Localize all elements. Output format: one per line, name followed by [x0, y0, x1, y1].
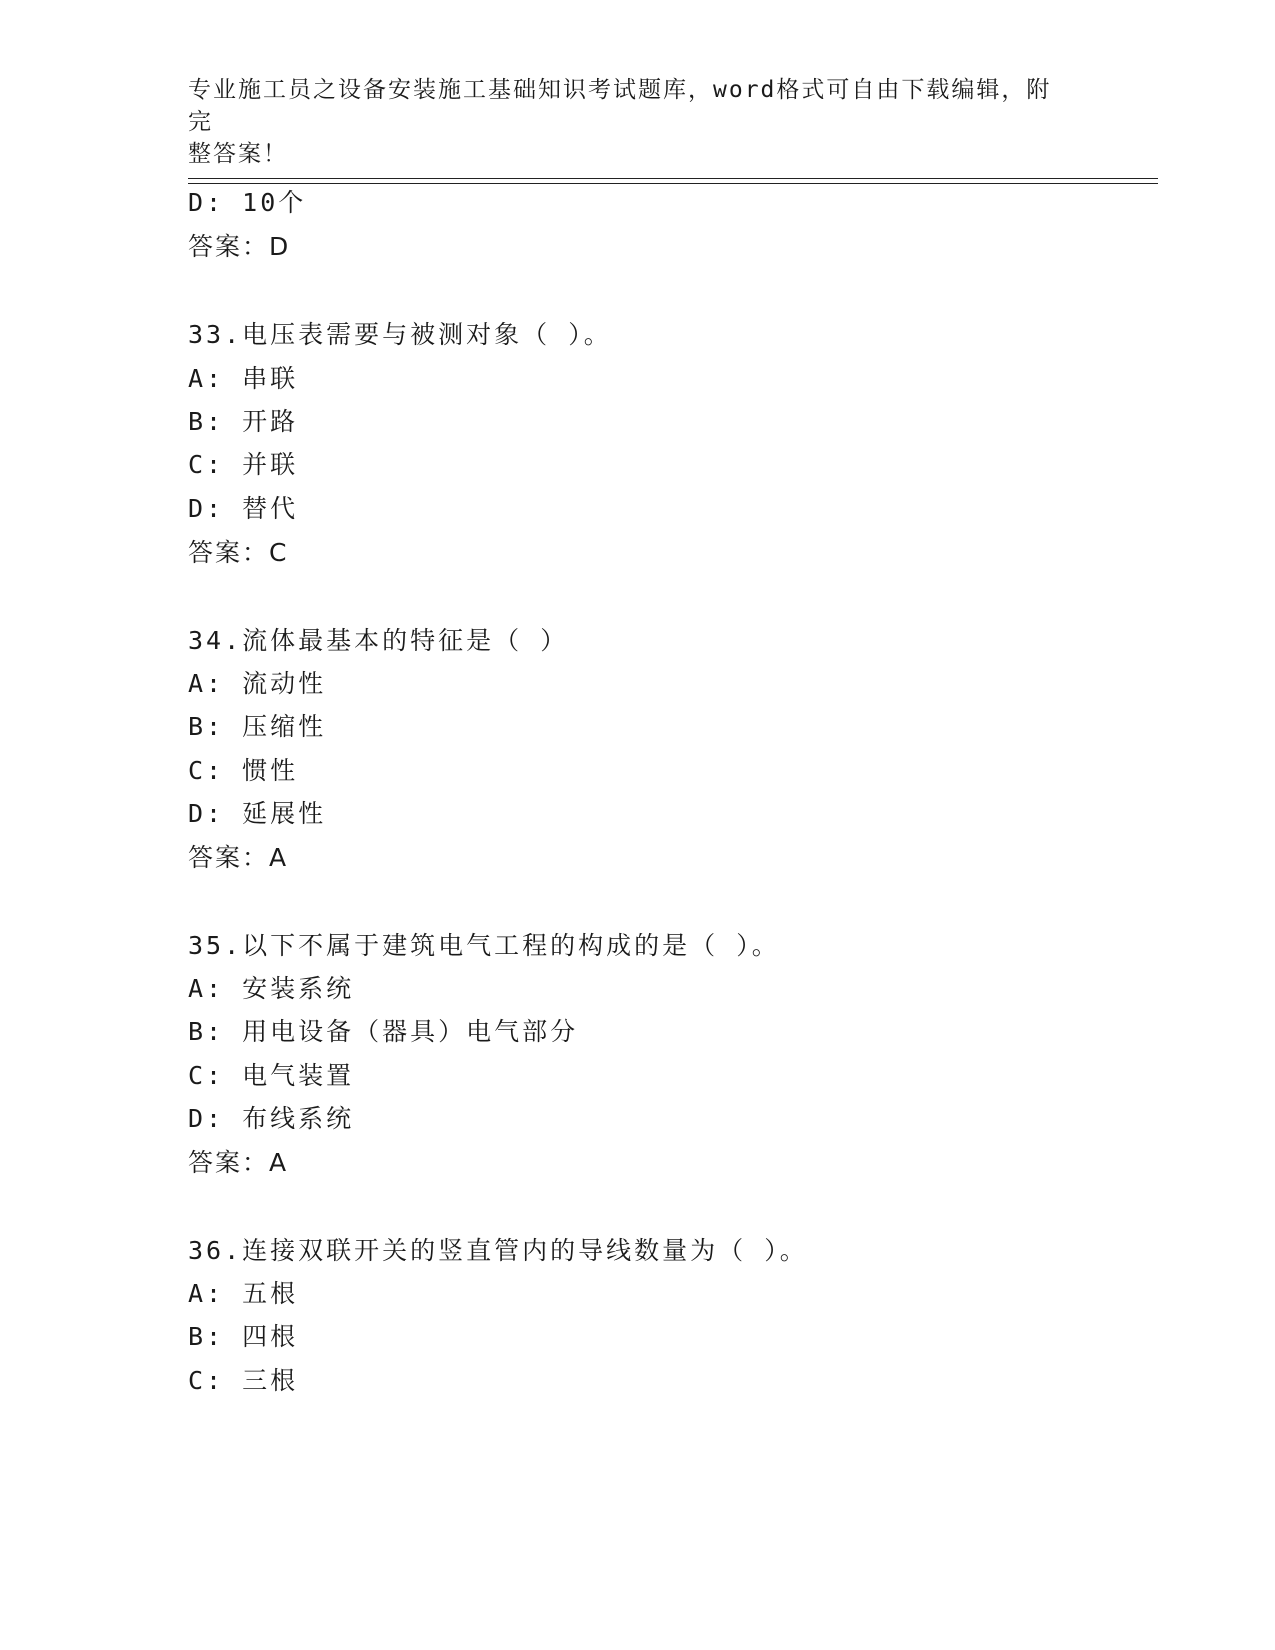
- document-header: [188, 74, 1068, 170]
- question-option: A: 五根: [188, 1279, 299, 1308]
- prev-answer: 答案：D: [188, 232, 291, 261]
- header-title-line-1: 专业施工员之设备安装施工基础知识考试题库，word格式可自由下载编辑，附完: [188, 77, 1052, 135]
- prev-option-d: D: 10个: [188, 188, 307, 217]
- question-answer: 答案：A: [188, 1148, 289, 1177]
- question-stem: 36.连接双联开关的竖直管内的导线数量为（ ）。: [188, 1236, 808, 1265]
- question-option: C: 电气装置: [188, 1061, 355, 1090]
- question-option: D: 替代: [188, 494, 299, 523]
- question-stem: 35.以下不属于建筑电气工程的构成的是（ ）。: [188, 931, 780, 960]
- question-stem: 34.流体最基本的特征是（ ）: [188, 626, 569, 655]
- question-option: B: 用电设备（器具）电气部分: [188, 1017, 579, 1046]
- question-option: B: 开路: [188, 407, 299, 436]
- question-option: A: 安装系统: [188, 974, 355, 1003]
- question-option: C: 三根: [188, 1366, 299, 1395]
- question-option: B: 压缩性: [188, 712, 327, 741]
- header-title-line-2: 整答案！: [188, 141, 288, 167]
- question-option: C: 惯性: [188, 756, 299, 785]
- header-divider: [188, 178, 1158, 184]
- question-option: B: 四根: [188, 1322, 299, 1351]
- question-option: A: 流动性: [188, 669, 327, 698]
- question-option: C: 并联: [188, 450, 299, 479]
- question-stem: 33.电压表需要与被测对象（ ）。: [188, 320, 612, 349]
- question-answer: 答案：C: [188, 538, 289, 567]
- question-answer: 答案：A: [188, 843, 289, 872]
- question-option: A: 串联: [188, 364, 299, 393]
- question-option: D: 延展性: [188, 799, 327, 828]
- question-option: D: 布线系统: [188, 1104, 355, 1133]
